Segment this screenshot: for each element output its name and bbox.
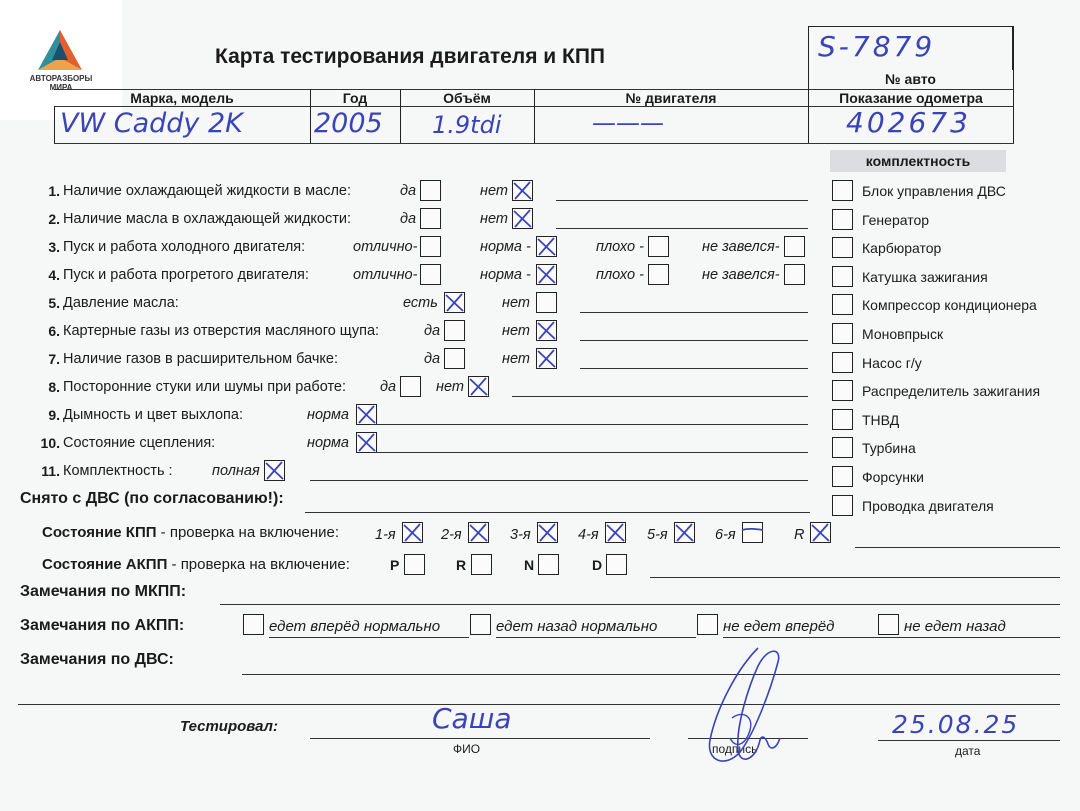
kpp-gear-label: R <box>794 527 805 543</box>
completeness-item: Генератор <box>862 211 930 228</box>
akpp-remark-label: едет вперёд нормально <box>269 618 441 635</box>
check-label: Наличие газов в расширительном бачке: <box>63 351 339 367</box>
signature <box>696 640 806 780</box>
check-option-checkbox[interactable] <box>648 264 669 285</box>
engine-no-value: ——— <box>592 109 664 137</box>
kpp-gear-checkbox[interactable] <box>674 522 695 543</box>
col-header-model: Марка, модель <box>130 90 234 106</box>
check-mark-icon <box>401 521 424 544</box>
odometer-value: 402673 <box>846 106 971 139</box>
completeness-item: Компрессор кондиционера <box>862 297 1037 314</box>
check-option-label: отлично- <box>353 267 418 283</box>
kpp-label: Состояние КПП - проверка на включение: <box>42 524 340 541</box>
check-option-checkbox[interactable] <box>420 180 441 201</box>
check-label: Пуск и работа холодного двигателя: <box>63 239 306 255</box>
col-header-engine: № двигателя <box>625 90 717 106</box>
check-mark-icon <box>535 319 558 342</box>
check-option-label: норма <box>307 435 349 451</box>
check-option-checkbox[interactable] <box>536 264 557 285</box>
check-mark-icon <box>536 521 559 544</box>
completeness-checkbox[interactable] <box>832 437 853 458</box>
check-option-label: норма - <box>480 267 531 283</box>
completeness-item: Проводка двигателя <box>862 497 994 514</box>
check-number: 4. <box>48 267 60 283</box>
check-label: Посторонние стуки или шумы при работе: <box>63 379 347 395</box>
check-option-label: да <box>424 323 441 339</box>
check-option-label: норма - <box>480 239 531 255</box>
check-label: Дымность и цвет выхлопа: <box>63 407 243 423</box>
kpp-gear-label: 1-я <box>375 527 396 543</box>
check-number: 11. <box>41 463 60 479</box>
akpp-mode-checkbox[interactable] <box>606 554 627 575</box>
check-option-checkbox[interactable] <box>420 264 441 285</box>
kpp-gear-checkbox[interactable] <box>605 522 626 543</box>
check-number: 7. <box>48 351 60 367</box>
check-option-label: нет <box>502 295 530 311</box>
kpp-gear-checkbox[interactable] <box>810 522 831 543</box>
check-option-label: нет <box>436 379 464 395</box>
akpp-remark-checkbox[interactable] <box>243 614 264 635</box>
check-option-checkbox[interactable] <box>356 432 377 453</box>
check-option-label: норма <box>307 407 349 423</box>
akpp-remark-label: не едет вперёд <box>723 618 835 635</box>
check-label: Комплектность : <box>63 463 173 479</box>
check-option-label: нет <box>502 351 530 367</box>
odometer-label: Показание одометра <box>839 90 983 106</box>
check-mark-icon <box>535 347 558 370</box>
check-option-checkbox[interactable] <box>420 236 441 257</box>
check-option-checkbox[interactable] <box>512 180 533 201</box>
akpp-remark-checkbox[interactable] <box>878 614 899 635</box>
kpp-gear-label: 5-я <box>647 527 668 543</box>
completeness-item: Форсунки <box>862 469 924 485</box>
col-header-volume: Объём <box>443 90 491 106</box>
completeness-checkbox[interactable] <box>832 352 853 373</box>
check-option-checkbox[interactable] <box>444 292 465 313</box>
completeness-checkbox[interactable] <box>832 495 853 516</box>
logo-line1: АВТОРАЗБОРЫ <box>29 74 93 83</box>
check-mark-icon <box>263 459 286 482</box>
check-option-checkbox[interactable] <box>264 460 285 481</box>
completeness-checkbox[interactable] <box>832 180 853 201</box>
completeness-item: Насос г/у <box>862 354 922 371</box>
akpp-remark-label: не едет назад <box>904 618 1006 635</box>
completeness-item: ТНВД <box>862 411 900 428</box>
check-option-label: полная <box>212 463 260 479</box>
check-mark-icon <box>604 521 627 544</box>
logo-icon <box>34 28 86 74</box>
check-option-checkbox[interactable] <box>536 292 557 313</box>
check-option-label: да <box>400 211 417 227</box>
akpp-mode-checkbox[interactable] <box>538 554 559 575</box>
check-label: Наличие охлаждающей жидкости в масле: <box>63 183 351 199</box>
plate-label: № авто <box>885 71 936 87</box>
completeness-checkbox[interactable] <box>832 466 853 487</box>
akpp-label: Состояние АКПП - проверка на включение: <box>42 556 350 573</box>
name-caption: ФИО <box>453 742 481 756</box>
remarks-mkpp-label: Замечания по МКПП: <box>20 583 187 600</box>
completeness-item: Моновпрыск <box>862 326 944 342</box>
check-mark-icon <box>511 179 534 202</box>
check-mark-icon <box>467 521 490 544</box>
check-option-checkbox[interactable] <box>420 208 441 229</box>
col-header-year: Год <box>342 90 368 106</box>
completeness-item: Блок управления ДВС <box>862 183 1006 199</box>
check-option-label: плохо - <box>596 267 644 283</box>
check-option-label: да <box>380 379 397 395</box>
tested-label: Тестировал: <box>180 718 278 735</box>
akpp-mode-label: R <box>456 557 467 573</box>
check-mark-icon <box>535 235 558 258</box>
check-mark-icon <box>809 521 832 544</box>
volume-value: 1.9tdi <box>432 111 502 139</box>
check-label: Наличие масла в охлаждающей жидкости: <box>63 211 351 227</box>
completeness-checkbox[interactable] <box>832 266 853 287</box>
check-option-checkbox[interactable] <box>444 320 465 341</box>
date-value: 25.08.25 <box>892 710 1020 739</box>
check-mark-icon <box>511 207 534 230</box>
kpp-gear-checkbox[interactable] <box>402 522 423 543</box>
signature-caption: подпись <box>712 742 758 756</box>
check-option-checkbox[interactable] <box>784 236 805 257</box>
completeness-item: Турбина <box>862 440 916 457</box>
check-mark-icon <box>443 291 466 314</box>
kpp-gear-checkbox[interactable] <box>468 522 489 543</box>
completeness-checkbox[interactable] <box>832 294 853 315</box>
akpp-mode-checkbox[interactable] <box>471 554 492 575</box>
check-option-checkbox[interactable] <box>784 264 805 285</box>
check-mark-icon <box>355 403 378 426</box>
akpp-mode-label: D <box>592 557 603 573</box>
check-mark-icon <box>535 263 558 286</box>
check-number: 2. <box>48 211 60 227</box>
check-option-checkbox[interactable] <box>536 320 557 341</box>
akpp-remark-checkbox[interactable] <box>470 614 491 635</box>
check-option-checkbox[interactable] <box>536 236 557 257</box>
check-option-checkbox[interactable] <box>648 236 669 257</box>
check-option-checkbox[interactable] <box>536 348 557 369</box>
completeness-item: Распределитель зажигания <box>862 383 1041 400</box>
kpp-gear-label: 4-я <box>578 527 599 543</box>
check-option-checkbox[interactable] <box>468 376 489 397</box>
check-number: 3. <box>48 239 60 255</box>
plate-value: S-7879 <box>818 30 936 63</box>
check-number: 1. <box>48 183 60 199</box>
check-option-label: не завелся- <box>702 239 780 255</box>
check-option-label: нет <box>480 183 508 199</box>
completeness-item: Катушка зажигания <box>862 268 988 285</box>
remarks-dvs-label: Замечания по ДВС: <box>20 651 174 668</box>
akpp-mode-checkbox[interactable] <box>404 554 425 575</box>
akpp-mode-label: P <box>390 557 400 573</box>
check-option-label: да <box>400 183 417 199</box>
check-option-label: отлично- <box>353 239 418 255</box>
check-option-checkbox[interactable] <box>512 208 533 229</box>
akpp-remark-checkbox[interactable] <box>697 614 718 635</box>
check-option-checkbox[interactable] <box>400 376 421 397</box>
check-number: 8. <box>48 379 60 395</box>
completeness-item: Карбюратор <box>862 240 942 257</box>
date-caption: дата <box>955 744 981 758</box>
kpp-gear-label: 6-я <box>715 527 736 543</box>
check-number: 10. <box>40 435 60 451</box>
kpp-gear-checkbox[interactable] <box>742 522 763 543</box>
check-option-label: плохо - <box>596 239 644 255</box>
akpp-remark-label: едет назад нормально <box>496 618 658 635</box>
check-option-label: не завелся- <box>702 267 780 283</box>
completeness-checkbox[interactable] <box>832 380 853 401</box>
check-label: Пуск и работа прогретого двигателя: <box>63 267 309 283</box>
check-label: Состояние сцепления: <box>63 435 216 451</box>
year-value: 2005 <box>314 108 383 139</box>
check-mark-icon <box>673 521 696 544</box>
akpp-mode-label: N <box>524 557 535 573</box>
check-number: 6. <box>48 323 60 339</box>
kpp-gear-label: 2-я <box>441 527 462 543</box>
check-label: Картерные газы из отверстия масляного щупа: <box>63 323 380 339</box>
check-number: 9. <box>48 407 60 423</box>
check-option-label: да <box>424 351 441 367</box>
check-option-checkbox[interactable] <box>444 348 465 369</box>
kpp-gear-label: 3-я <box>510 527 531 543</box>
completeness-title: комплектность <box>865 153 971 169</box>
tester-name: Саша <box>432 702 512 735</box>
kpp-gear-checkbox[interactable] <box>537 522 558 543</box>
completeness-checkbox[interactable] <box>832 323 853 344</box>
logo-line2: МИРА <box>49 83 73 92</box>
completeness-checkbox[interactable] <box>832 209 853 230</box>
check-option-checkbox[interactable] <box>356 404 377 425</box>
remarks-akpp-label: Замечания по АКПП: <box>20 617 185 634</box>
dash-mark-icon <box>741 521 764 544</box>
check-option-label: нет <box>480 211 508 227</box>
page-title: Карта тестирования двигателя и КПП <box>215 45 606 68</box>
check-option-label: есть <box>403 295 438 311</box>
completeness-checkbox[interactable] <box>832 409 853 430</box>
check-number: 5. <box>48 295 60 311</box>
removed-label: Снято с ДВС (по согласованию!): <box>20 490 284 507</box>
check-mark-icon <box>355 431 378 454</box>
check-option-label: нет <box>502 323 530 339</box>
completeness-checkbox[interactable] <box>832 237 853 258</box>
check-mark-icon <box>467 375 490 398</box>
model-value: VW Caddy 2K <box>60 108 243 139</box>
check-label: Давление масла: <box>63 295 179 311</box>
